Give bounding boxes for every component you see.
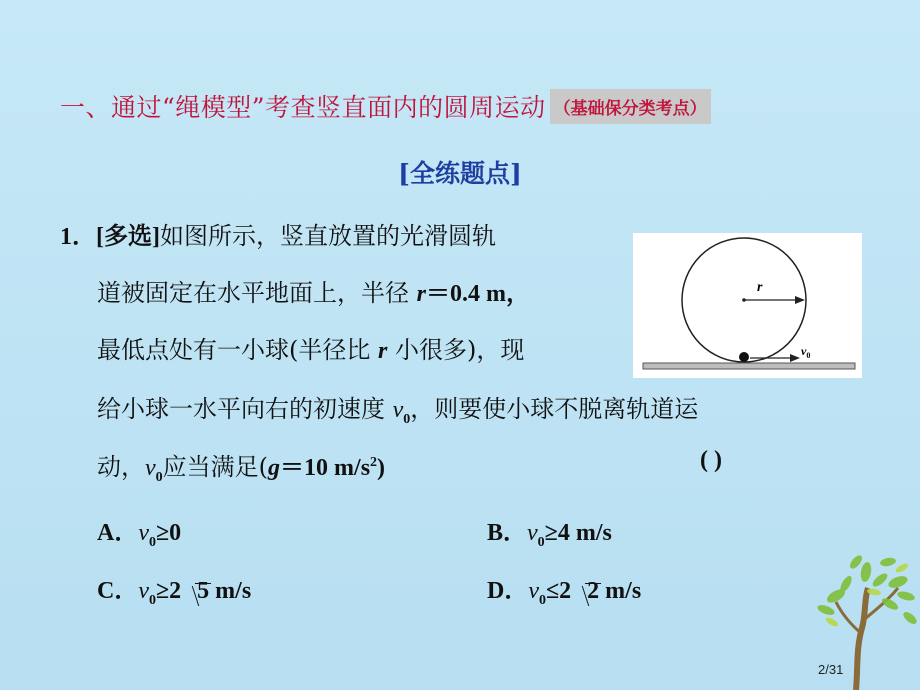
- option-a-v: v: [138, 520, 149, 546]
- radius-arrowhead: [795, 296, 805, 304]
- option-c-unit: m/s: [209, 578, 252, 604]
- option-c-sqrt: 5: [183, 578, 209, 605]
- velocity-symbol-2: v: [145, 455, 156, 481]
- gravity-exponent: 2: [370, 455, 378, 470]
- option-c-sub: 0: [149, 592, 156, 608]
- question-text-3b: 小很多)，现: [387, 336, 525, 364]
- option-c[interactable]: [97, 570, 251, 609]
- option-a-sub: 0: [149, 534, 156, 550]
- option-b-v: v: [527, 520, 538, 546]
- option-d-text: ≤2: [546, 578, 572, 604]
- velocity-symbol: v: [392, 397, 404, 423]
- section-header: [全练题点]: [398, 159, 522, 188]
- velocity-label: [801, 344, 810, 360]
- velocity-arrowhead: [790, 354, 800, 362]
- ground: [643, 363, 855, 369]
- answer-blank: ( ): [700, 447, 722, 473]
- small-ball: [739, 352, 749, 362]
- question-text-4a: 给小球一水平向右的初速度: [97, 395, 393, 423]
- option-b-text: ≥4 m/s: [544, 520, 612, 546]
- question-number: 1．: [60, 224, 96, 250]
- question-line-2: [97, 273, 530, 308]
- gravity-value: ＝10 m/s: [280, 455, 371, 481]
- title-main: 一、通过“绳模型”考查竖直面内的圆周运动: [60, 93, 546, 122]
- option-b-sub: 0: [537, 534, 545, 550]
- option-d-sqrt: 2: [573, 578, 599, 605]
- question-tag: [多选]: [96, 224, 160, 250]
- velocity-subscript: 0: [403, 411, 411, 427]
- radius-label: r: [757, 280, 763, 295]
- option-d[interactable]: [487, 570, 641, 609]
- option-c-text: ≥2: [156, 578, 182, 604]
- option-a-label: A．: [97, 520, 139, 546]
- question-text-5b: 应当满足(: [162, 453, 269, 481]
- question-line-3: [97, 330, 524, 365]
- question-text-2a: 道被固定在水平地面上，半径: [97, 279, 417, 307]
- option-c-label: C．: [97, 578, 139, 604]
- title-tag: （基础保分类考点）: [550, 89, 711, 124]
- question-line-4: [97, 389, 698, 428]
- gravity-symbol: g: [268, 455, 281, 481]
- radius-symbol: r: [416, 281, 426, 307]
- velocity-label-v: v: [801, 344, 807, 358]
- radius-value: ＝0.4 m，: [425, 281, 530, 307]
- option-b[interactable]: [487, 512, 612, 551]
- page-number: 2/31: [818, 662, 844, 677]
- option-a-text: ≥0: [156, 520, 182, 546]
- track-diagram: [633, 233, 862, 378]
- paren-close: ): [377, 455, 386, 481]
- question-text-1: 如图所示，竖直放置的光滑圆轨: [159, 222, 496, 250]
- option-c-v: v: [138, 578, 149, 604]
- circular-track-figure: [633, 233, 862, 378]
- option-d-label: D．: [487, 578, 529, 604]
- radius-symbol-2: r: [378, 338, 388, 364]
- question-line-1: [60, 216, 496, 251]
- option-a[interactable]: [97, 512, 181, 551]
- question-text-3a: 最低点处有一小球(半径比: [97, 336, 378, 364]
- question-text-4b: ，则要使小球不脱离轨道运: [410, 395, 699, 423]
- velocity-label-sub: 0: [806, 351, 811, 360]
- slide-title: [60, 86, 711, 126]
- option-d-sub: 0: [539, 592, 546, 608]
- option-d-unit: m/s: [599, 578, 642, 604]
- option-b-label: B．: [487, 520, 528, 546]
- option-d-v: v: [528, 578, 539, 604]
- question-text-5a: 动，: [97, 453, 145, 481]
- velocity-subscript-2: 0: [155, 469, 163, 485]
- question-line-5: [97, 447, 385, 486]
